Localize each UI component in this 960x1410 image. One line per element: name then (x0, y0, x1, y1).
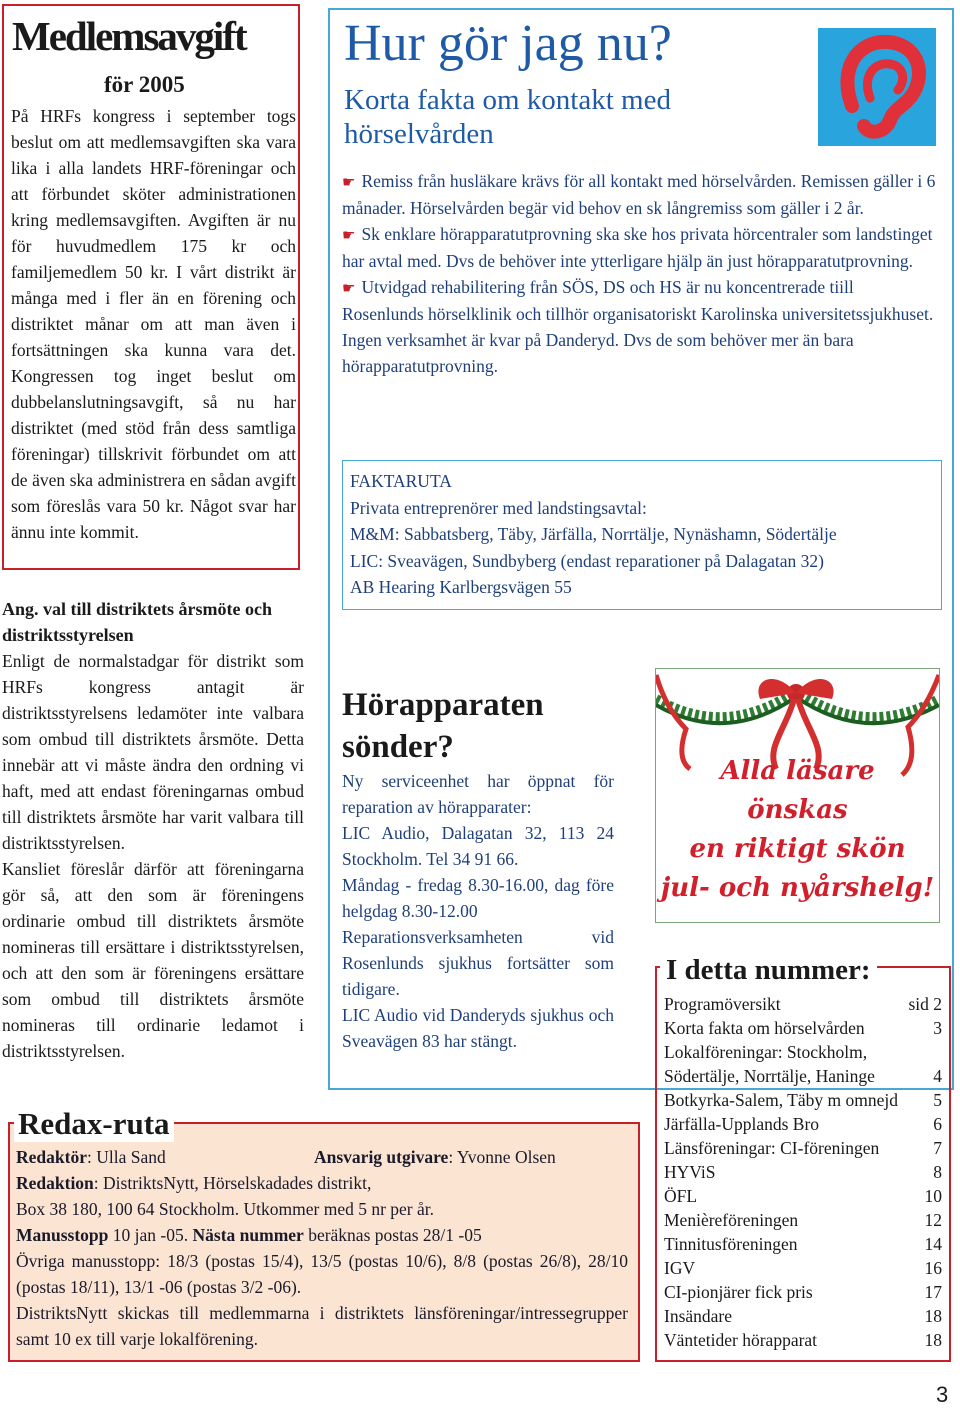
redax-line-redaktor (16, 1144, 628, 1170)
toc-item-label: Programöversikt (664, 994, 781, 1014)
toc-row (664, 1280, 942, 1304)
ear-icon (818, 28, 936, 146)
pointing-hand-icon: ☛ (342, 173, 356, 191)
faktaruta-line: LIC: Sveavägen, Sundbyberg (endast reparationer på Dalagatan 32) (350, 550, 824, 571)
toc-row (664, 1304, 942, 1328)
redax-address: Box 38 180, 100 64 Stockholm. Utkommer med 5 nr per år. (16, 1199, 435, 1219)
redaktor-label: Redaktör (16, 1147, 87, 1167)
hur-title: Hur gör jag nu? (344, 15, 672, 72)
redax-text (16, 1144, 628, 1352)
toc-item-page: 6 (933, 1114, 942, 1134)
toc-list (664, 992, 942, 1352)
toc-row (664, 1088, 942, 1112)
toc-item-page: 18 (924, 1306, 942, 1326)
toc-item-label: IGV (664, 1258, 696, 1278)
pointing-hand-icon: ☛ (342, 226, 356, 244)
horapparat-line: LIC Audio, Dalagatan 32, 113 24 Stockholm. Tel 34 91 66. (342, 823, 614, 869)
toc-row (664, 1232, 942, 1256)
toc-row (664, 992, 942, 1016)
toc-item-page: 5 (933, 1090, 942, 1110)
toc-item-page: 7 (933, 1138, 942, 1158)
horapparat-line: Reparationsverksamheten vid Rosenlunds sjukhus fortsätter som tidigare. (342, 927, 614, 999)
toc-item-label: CI-pionjärer fick pris (664, 1282, 813, 1302)
ang-paragraph-1: Enligt de normalstadgar för distrikt som HRFs kongress antagit är distriktsstyrelsens ledamöter inte valbara som ombud till distriktets årsmöte. Detta innebär att vi måste ändra den ordning vi haft, med att endast föreningarnas ombud till distriktets årsmöte har varit valbara till distriktsstyrelsen. (2, 651, 304, 853)
redaktor-value: : Ulla Sand (86, 1147, 166, 1167)
page-number: 3 (936, 1382, 949, 1407)
ang-body (2, 648, 304, 1064)
toc-item-label: Menièreföreningen (664, 1210, 799, 1230)
toc-item-label: Tinnitusföreningen (664, 1234, 798, 1254)
greeting-line: jul- och nyårshelg! (660, 873, 935, 903)
pointing-hand-icon: ☛ (342, 279, 356, 297)
greeting-line: en riktigt skön (689, 834, 906, 864)
toc-item-page: 12 (924, 1210, 942, 1230)
toc-item-label: Södertälje, Norrtälje, Haninge (664, 1066, 875, 1086)
toc-item-label: Lokalföreningar: Stockholm, (664, 1042, 868, 1062)
horapparat-body (342, 768, 614, 1054)
toc-row (664, 1064, 942, 1088)
ang-paragraph-2: Kansliet föreslår därför att föreningarna gör så, att den som är föreningens ordinarie ombud till distriktets årsmöte nomineras till ersättare i distriktsstyrelsen, och att den som är föreningens ersättare som ombud till distriktets årsmöte nomineras till ordinarie ledamot i distriktsstyrelsen. (2, 859, 304, 1061)
greeting-line: Alla läsare (720, 756, 875, 786)
toc-item-label: Väntetider hörapparat (664, 1330, 818, 1350)
toc-item-page: 16 (924, 1258, 942, 1278)
toc-item-label: Botkyrka-Salem, Täby m omnejd (664, 1090, 898, 1110)
medlemsavgift-title: Medlemsavgift (12, 13, 246, 59)
ear-logo (818, 28, 936, 146)
medlemsavgift-box (2, 4, 300, 570)
toc-item-label: Järfälla-Upplands Bro (664, 1114, 820, 1134)
redax-distribution: DistriktsNytt skickas till medlemmarna i distriktets länsföreningar/intressegrupper samt 10 ex till varje lokalförening. (16, 1303, 628, 1349)
toc-item-page: 3 (933, 1018, 942, 1038)
faktaruta-line: AB Hearing Karlbergsvägen 55 (350, 577, 572, 597)
redax-title: Redax-ruta (14, 1106, 174, 1142)
horapparat-title: Hörapparaten sönder? (342, 687, 544, 765)
toc-row (664, 1112, 942, 1136)
toc-row (664, 1016, 942, 1040)
nasta-label: Nästa nummer (192, 1225, 304, 1245)
toc-item-label: HYViS (664, 1162, 716, 1182)
hur-bullet: ☛ Utvidgad rehabilitering från SÖS, DS och HS är nu koncentrerade tiill Rosenlunds hörselklinik och tillhör organisatoriskt Karolinska universitetssjukhuset. Ingen verksamhet är kvar på Danderyd. Dvs de som behöver mer än bara hörapparatutprovning. (342, 277, 934, 376)
toc-row (664, 1256, 942, 1280)
toc-item-page: 17 (924, 1282, 942, 1302)
toc-row (664, 1136, 942, 1160)
ang-heading: Ang. val till distriktets årsmöte och distriktsstyrelsen (2, 599, 272, 645)
toc-item-page: 14 (924, 1234, 942, 1254)
horapparat-line: Måndag - fredag 8.30-16.00, dag före helgdag 8.30-12.00 (342, 875, 614, 921)
hur-bullet: ☛ Sk enklare hörapparatutprovning ska ske hos privata hörcentraler som landstinget har avtal med. Dvs de behöver inte ytterligare hjälp än just hörapparatutprovning. (342, 224, 933, 271)
faktaruta-text (350, 468, 935, 601)
medlemsavgift-body: På HRFs kongress i september togs beslut om att medlemsavgiften ska vara lika i alla landets HRF-föreningar och att förbundet sköter administrationen kring medlemsavgiften. Avgiften är nu för huvudmedlem 175 kr och familjemedlem 50 kr. I vårt distrikt är många med i fler än en förening och distriktet månar om att man även i fortsättningen ska kunna vara det. Kongressen tog inget beslut om dubbelanslutningsavgift, så nu har distriktet (med stöd från dess samtliga föreningar) tillskrivit förbundet om att de även ska administrera en sådan avgift som föreslås vara 50 kr. Något svar har ännu inte kommit. (11, 106, 296, 542)
toc-item-page: 8 (933, 1162, 942, 1182)
toc-item-label: Insändare (664, 1306, 733, 1326)
toc-item-label: Korta fakta om hörselvården (664, 1018, 865, 1038)
toc-item-label: Länsföreningar: CI-föreningen (664, 1138, 880, 1158)
hur-bullets (342, 168, 938, 379)
toc-item-page: 10 (924, 1186, 942, 1206)
toc-row (664, 1328, 942, 1352)
toc-row (664, 1184, 942, 1208)
nasta-value: beräknas postas 28/1 -05 (303, 1225, 482, 1245)
faktaruta-line: Privata entreprenörer med landstingsavtal: (350, 497, 647, 518)
manusstopp-label: Manusstopp (16, 1225, 109, 1245)
faktaruta-line: M&M: Sabbatsberg, Täby, Järfälla, Norrtälje, Nynäshamn, Södertälje (350, 524, 837, 544)
redax-line-manusstopp (16, 1222, 628, 1248)
utgivare-label: Ansvarig utgivare (314, 1147, 449, 1167)
toc-row (664, 1208, 942, 1232)
greeting-line: önskas (747, 795, 848, 825)
medlemsavgift-subtitle: för 2005 (104, 72, 185, 97)
toc-item-page: sid 2 (908, 994, 942, 1014)
christmas-greeting (660, 752, 935, 908)
toc-row (664, 1160, 942, 1184)
toc-title: I detta nummer: (660, 954, 877, 987)
utgivare-value: : Yvonne Olsen (448, 1147, 556, 1167)
redaktion-value: : DistriktsNytt, Hörselskadades distrikt, (93, 1173, 372, 1193)
toc-item-page: 18 (924, 1330, 942, 1350)
horapparat-line: LIC Audio vid Danderyds sjukhus och Sveavägen 83 har stängt. (342, 1005, 614, 1051)
manusstopp-value: 10 jan -05. (108, 1225, 193, 1245)
hur-subtitle: Korta fakta om kontakt med hörselvården (344, 84, 671, 150)
hur-bullet: ☛ Remiss från husläkare krävs för all kontakt med hörselvården. Remissen gäller i 6 månader. Hörselvården begär vid behov en sk långremiss som gäller i 2 år. (342, 171, 936, 218)
horapparat-line: Ny serviceenhet har öppnat för reparation av hörapparater: (342, 771, 614, 817)
redax-ovriga: Övriga manusstopp: 18/3 (postas 15/4), 13/5 (postas 10/6), 8/8 (postas 26/8), 28/10 (postas 18/11), 13/1 -06 (postas 3/2 -06). (16, 1251, 628, 1297)
redax-line-redaktion (16, 1170, 628, 1196)
toc-item-label: ÖFL (664, 1186, 698, 1206)
faktaruta-title: FAKTARUTA (350, 471, 452, 491)
toc-item-page: 4 (933, 1066, 942, 1086)
redaktion-label: Redaktion (16, 1173, 94, 1193)
toc-row (664, 1040, 942, 1064)
